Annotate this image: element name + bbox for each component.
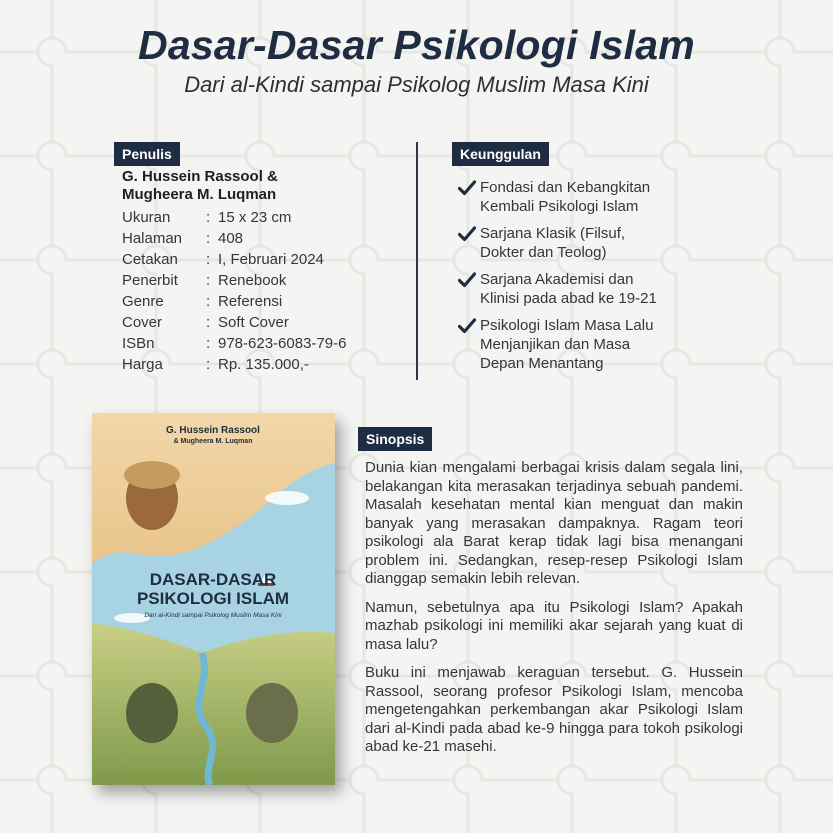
scholar-portrait-left (126, 683, 178, 743)
spec-key: Ukuran (122, 209, 171, 226)
check-icon (458, 178, 480, 216)
spec-separator: : (206, 251, 211, 268)
spec-separator: : (206, 356, 211, 373)
spec-row-cover (122, 312, 346, 333)
spec-key: ISBn (122, 335, 155, 352)
spec-row-ukuran (122, 207, 346, 228)
cover-title-line-2: PSIKOLOGI ISLAM (136, 589, 290, 608)
advantage-item (458, 270, 720, 308)
author-line-2: Mugheera M. Luqman (122, 186, 277, 203)
advantage-text: Psikologi Islam Masa Lalu Menjanjikan dan Masa Depan Menantang (480, 317, 654, 372)
author-label: Penulis (114, 142, 180, 166)
spec-key: Penerbit (122, 272, 178, 289)
spec-row-isbn (122, 333, 346, 354)
spec-separator: : (206, 230, 211, 247)
cover-title-line-1: DASAR-DASAR (149, 570, 277, 589)
advantage-text: Sarjana Klasik (Filsuf, Dokter dan Teolog) (480, 225, 626, 261)
spec-row-harga (122, 354, 346, 375)
page-subtitle: Dari al-Kindi sampai Psikolog Muslim Masa Kini (184, 72, 649, 97)
spec-row-genre (122, 291, 346, 312)
cover-subtitle: Dari al-Kindi sampai Psikolog Muslim Masa Kini (144, 612, 282, 619)
spec-row-cetakan (122, 249, 346, 270)
spec-value: I, Februari 2024 (218, 251, 324, 268)
advantage-text: Sarjana Akademisi dan Klinisi pada abad ke 19-21 (480, 271, 657, 307)
check-icon (458, 224, 480, 262)
advantage-item (458, 178, 720, 216)
book-cover-illustration (92, 413, 335, 785)
spec-value: 408 (218, 230, 244, 247)
advantages-list (458, 178, 720, 381)
spec-key: Halaman (122, 230, 183, 247)
author-names (122, 168, 278, 204)
book-cover (92, 413, 335, 785)
spec-key: Harga (122, 356, 163, 373)
spec-value: 15 x 23 cm (218, 209, 292, 226)
synopsis-paragraph-2: Namun, sebetulnya apa itu Psikologi Islam? Apakah mazhab psikologi ini memiliki akar sejarah yang kuat di masa lalu? (365, 598, 743, 653)
check-icon (458, 270, 480, 308)
spec-separator: : (206, 272, 211, 289)
spec-row-penerbit (122, 270, 346, 291)
advantages-label: Keunggulan (452, 142, 549, 166)
spec-value: Soft Cover (218, 314, 289, 331)
spec-row-halaman (122, 228, 346, 249)
spec-separator: : (206, 293, 211, 310)
section-divider (416, 142, 418, 380)
spec-key: Cetakan (122, 251, 178, 268)
spec-key: Cover (122, 314, 163, 331)
cover-author-2: & Mugheera M. Luqman (173, 438, 253, 445)
advantage-item (458, 316, 720, 373)
advantage-text: Fondasi dan Kebangkitan Kembali Psikologi Islam (480, 179, 651, 215)
spec-separator: : (206, 209, 211, 226)
synopsis-text (365, 459, 743, 767)
scholar-portrait-right (246, 683, 298, 743)
spec-list (122, 207, 346, 375)
spec-value: Referensi (218, 293, 283, 310)
spec-key: Genre (122, 293, 164, 310)
check-icon (458, 316, 480, 373)
spec-value: Rp. 135.000,- (218, 356, 309, 373)
page-title: Dasar-Dasar Psikologi Islam (138, 22, 695, 68)
spec-separator: : (206, 335, 211, 352)
cover-author-1: G. Hussein Rassool (166, 425, 260, 436)
spec-separator: : (206, 314, 211, 331)
author-line-1: G. Hussein Rassool & (122, 168, 278, 185)
advantage-item (458, 224, 720, 262)
spec-value: Renebook (218, 272, 287, 289)
spec-value: 978-623-6083-79-6 (218, 335, 347, 352)
synopsis-paragraph-1: Dunia kian mengalami berbagai krisis dalam segala lini, belakangan kita merasakan terjadinya sebuah pandemi. Masalah kesehatan mental kian menguat dan makin banyak yang merasakan dampaknya. Ragam teori psikologi ala Barat kerap tidak lagi bisa menangani problem ini. Sedangkan, resep-resep Psikologi Islam dianggap semakin lebih relevan. (365, 459, 743, 587)
synopsis-label: Sinopsis (358, 427, 432, 451)
synopsis-paragraph-3: Buku ini menjawab keraguan tersebut. G. Hussein Rassool, seorang profesor Psikologi Islam, mencoba mengetengahkan perkembangan akar Psikologi Islam dari al-Kindi pada abad ke-9 hingga para tokoh psikologi abad ke-21 masehi. (365, 664, 743, 755)
